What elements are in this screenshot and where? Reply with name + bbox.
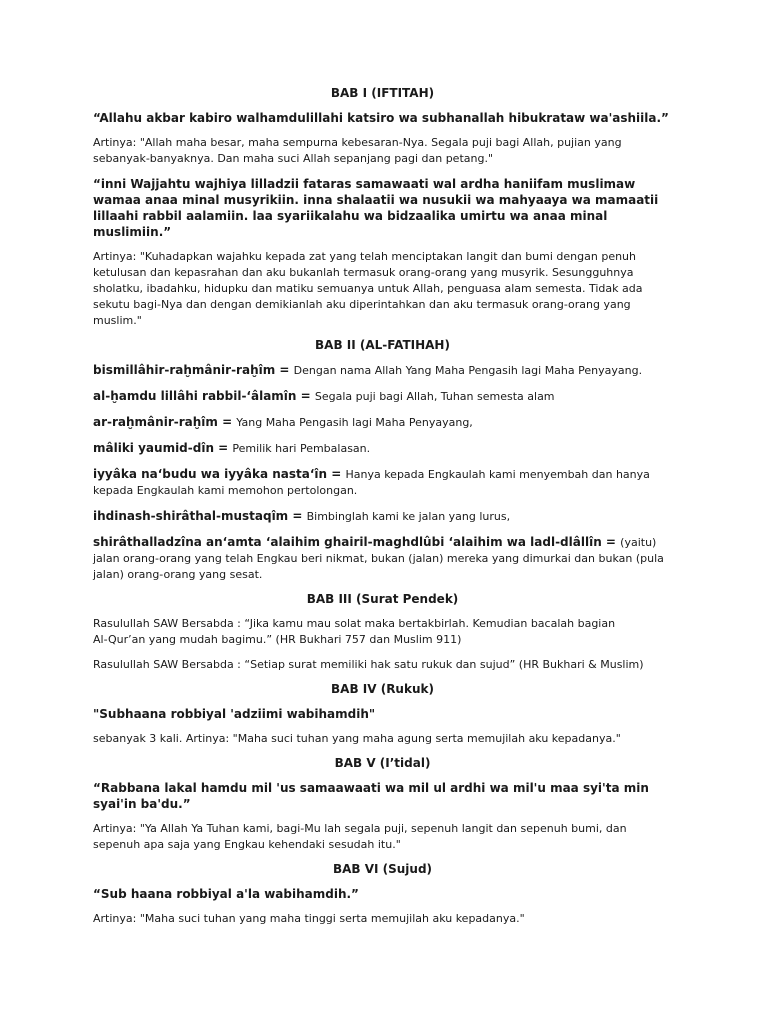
bab3-hadith-1 bbox=[93, 616, 672, 648]
bab1-heading: BAB I (IFTITAH) bbox=[330, 86, 435, 100]
fatihah-verse-7 bbox=[93, 534, 672, 583]
verse-arabic: ar-raḫmânir-raḫîm = bbox=[93, 415, 237, 429]
bab4-heading: BAB IV (Rukuk) bbox=[331, 682, 434, 696]
fatihah-verse-1 bbox=[93, 362, 672, 379]
verse-meaning: Pemilik hari Pembalasan. bbox=[232, 442, 371, 455]
bab1-wajjahtu-meaning: Artinya: "Kuhadapkan wajahku kepada zat yang telah menciptakan langit dan bumi dengan penuh ketulusan dan kepasrahan dan aku bukanlah termasuk orang-orang yang musyrik. Sesungguhnya sholatku, ibadahku, hidupku dan matiku semuanya untuk Allah, penguasa alam semesta. Tidak ada sekutu bagi-Nya dan dengan demikianlah aku diperintahkan dan aku termasuk orang-orang yang muslim." bbox=[93, 250, 643, 327]
bab1-takbir: “Allahu akbar kabiro walhamdulillahi katsiro wa subhanallah hibukrataw wa'ashiila.” bbox=[93, 111, 669, 125]
verse-arabic: mâliki yaumid-dîn = bbox=[93, 441, 233, 455]
bab3-hadith-2: Rasulullah SAW Bersabda : “Setiap surat memiliki hak satu rukuk dan sujud” (HR Bukhari & Muslim) bbox=[93, 658, 644, 671]
verse-arabic: ihdinash-shirâthal-mustaqîm = bbox=[93, 509, 307, 523]
verse-meaning: Yang Maha Pengasih lagi Maha Penyayang, bbox=[236, 416, 473, 429]
hadith-1-line-2: Al-Qur’an yang mudah bagimu.” (HR Bukhari 757 dan Muslim 911) bbox=[93, 633, 462, 646]
verse-meaning: Hanya kepada Engkaulah kami menyembah dan hanya kepada Engkaulah kami memohon pertolongan. bbox=[93, 468, 650, 497]
verse-arabic: al-ḫamdu lillâhi rabbil-‘âlamîn = bbox=[93, 389, 315, 403]
bab4-dzikir: "Subhaana robbiyal 'adziimi wabihamdih" bbox=[93, 707, 376, 721]
verse-meaning: Bimbinglah kami ke jalan yang lurus, bbox=[306, 510, 511, 523]
hadith-1-line-1: Rasulullah SAW Bersabda : “Jika kamu mau solat maka bertakbirlah. Kemudian bacalah bagian bbox=[93, 617, 616, 630]
bab3-heading: BAB III (Surat Pendek) bbox=[306, 592, 459, 606]
verse-arabic: iyyâka na‘budu wa iyyâka nasta‘în = bbox=[93, 467, 346, 481]
bab1-takbir-meaning: Artinya: "Allah maha besar, maha sempurna kebesaran-Nya. Segala puji bagi Allah, pujian yang sebanyak-banyaknya. Dan maha suci Allah sepanjang pagi dan petang." bbox=[93, 136, 622, 165]
fatihah-verse-3 bbox=[93, 414, 672, 431]
bab6-dzikir: “Sub haana robbiyal a'la wabihamdih.” bbox=[93, 887, 359, 901]
bab6-meaning: Artinya: "Maha suci tuhan yang maha tinggi serta memujilah aku kepadanya." bbox=[93, 912, 525, 925]
bab6-heading: BAB VI (Sujud) bbox=[332, 862, 433, 876]
verse-meaning: Segala puji bagi Allah, Tuhan semesta alam bbox=[314, 390, 555, 403]
verse-meaning: Dengan nama Allah Yang Maha Pengasih lagi Maha Penyayang. bbox=[293, 364, 643, 377]
fatihah-verse-5 bbox=[93, 466, 672, 499]
fatihah-verse-4 bbox=[93, 440, 672, 457]
verse-meaning: (yaitu) jalan orang-orang yang telah Engkau beri nikmat, bukan (jalan) mereka yang dimurkai dan bukan (pula jalan) orang-orang yang sesat. bbox=[93, 536, 664, 581]
bab4-meaning: sebanyak 3 kali. Artinya: "Maha suci tuhan yang maha agung serta memujilah aku kepadanya." bbox=[93, 732, 621, 745]
bab1-wajjahtu: “inni Wajjahtu wajhiya lilladzii fataras samawaati wal ardha haniifam muslimaw wamaa anaa minal musyrikiin. inna shalaatii wa nusukii wa mahyaaya wa mamaatii lillaahi rabbil aalamiin. laa syariikalahu wa bidzaalika umirtu wa anaa minal muslimiin.” bbox=[93, 177, 659, 239]
verse-arabic: bismillâhir-raḫmânir-raḫîm = bbox=[93, 363, 294, 377]
fatihah-verse-2 bbox=[93, 388, 672, 405]
bab2-heading: BAB II (AL-FATIHAH) bbox=[315, 338, 450, 352]
verse-arabic: shirâthalladzîna an‘amta ‘alaihim ghairil-maghdlûbi ‘alaihim wa ladl-dlâllîn = bbox=[93, 535, 621, 549]
bab5-dzikir: “Rabbana lakal hamdu mil 'us samaawaati wa mil ul ardhi wa mil'u maa syi'ta min syai'in ba'du.” bbox=[93, 781, 649, 811]
fatihah-verse-6 bbox=[93, 508, 672, 525]
bab5-meaning: Artinya: "Ya Allah Ya Tuhan kami, bagi-Mu lah segala puji, sepenuh langit dan sepenuh bumi, dan sepenuh apa saja yang Engkau kehendaki sesudah itu." bbox=[93, 822, 627, 851]
bab5-heading: BAB V (I’tidal) bbox=[334, 756, 431, 770]
